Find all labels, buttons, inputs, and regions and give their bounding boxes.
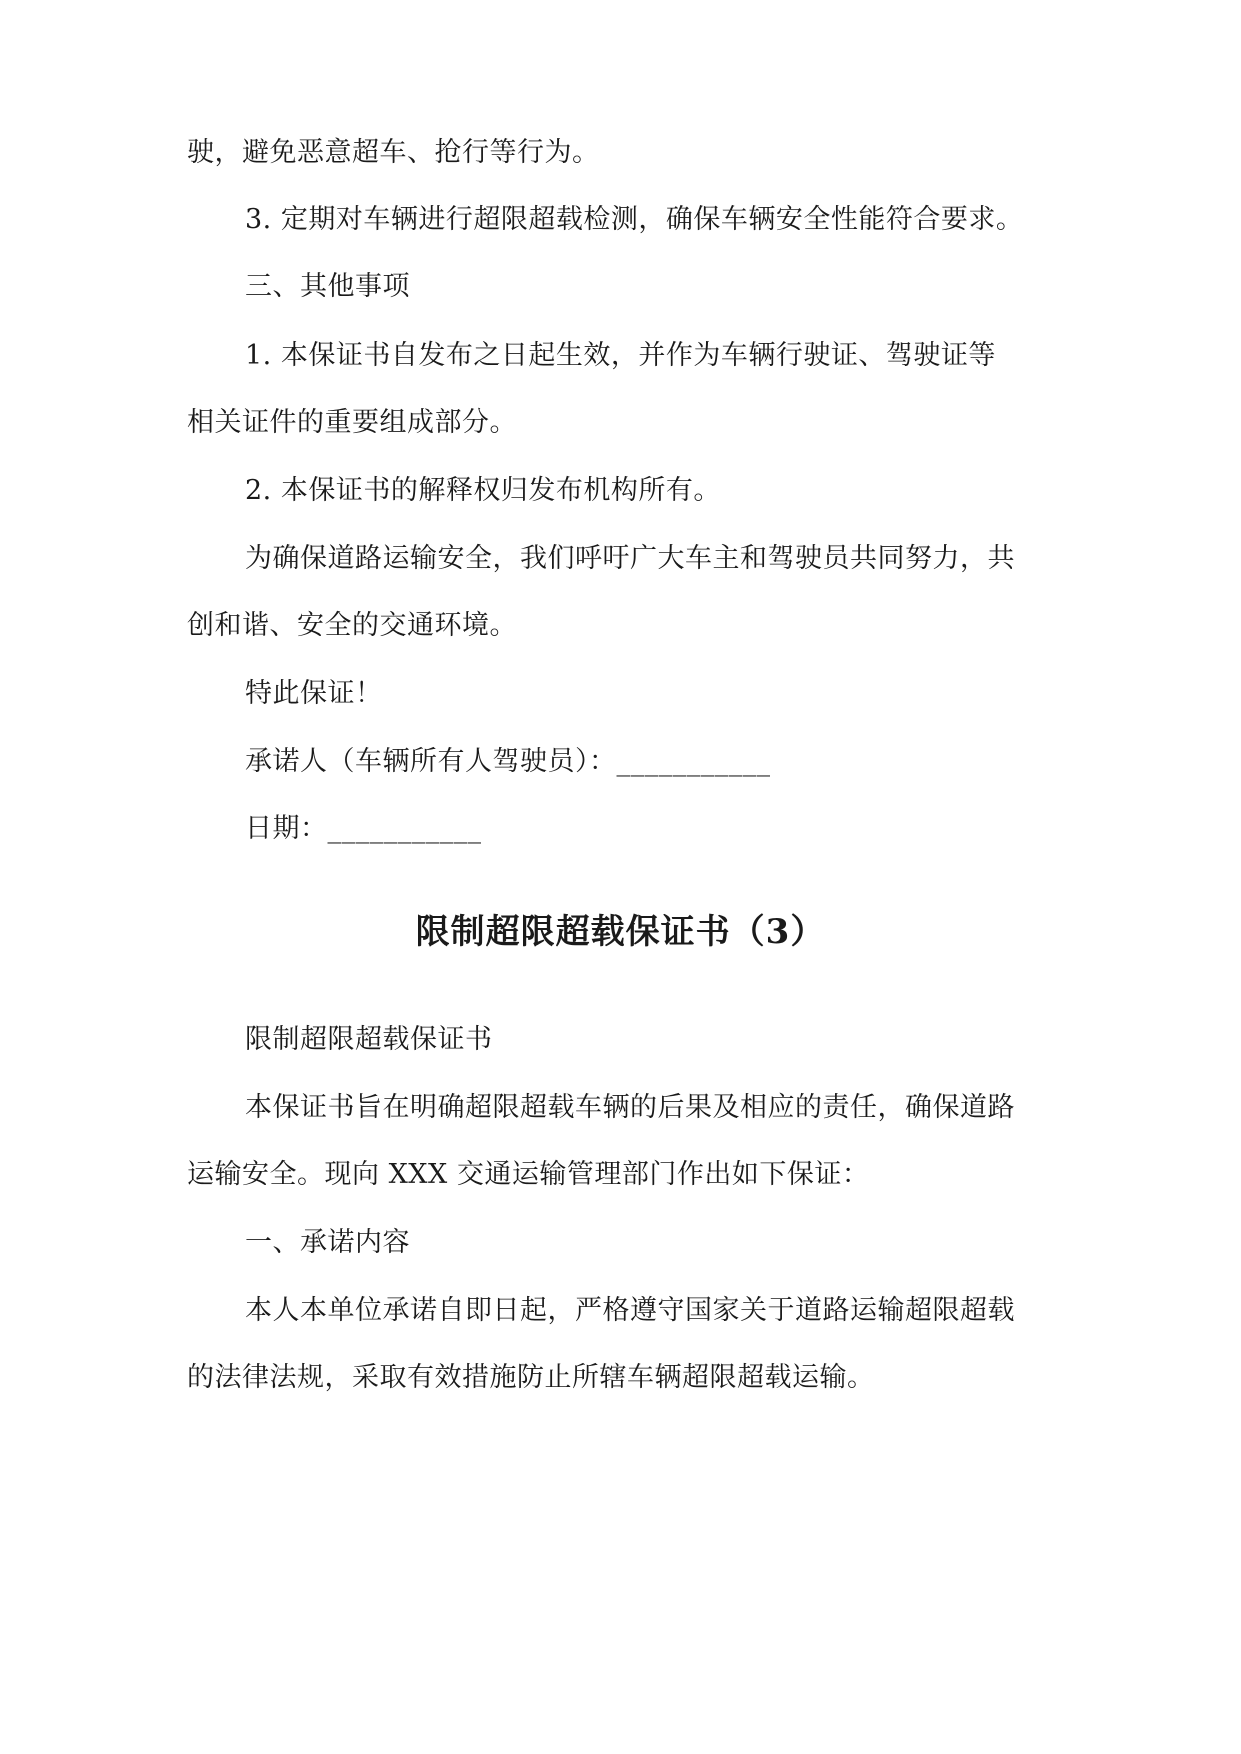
promisor-signature-line: 承诺人（车辆所有人驾驶员）：___________ (245, 746, 771, 777)
commitment-line-1: 本人本单位承诺自即日起，严格遵守国家关于道路运输超限超载 (245, 1295, 1015, 1326)
section-heading-other: 三、其他事项 (245, 271, 410, 302)
closing-line-2: 创和谐、安全的交通环境。 (187, 610, 517, 641)
closing-line-1: 为确保道路运输安全，我们呼吁广大车主和驾驶员共同努力，共 (245, 543, 1015, 574)
hereby-statement: 特此保证！ (245, 678, 383, 709)
other-item-1-line-1: 1. 本保证书自发布之日起生效，并作为车辆行驶证、驾驶证等 (245, 340, 996, 371)
document-subtitle: 限制超限超载保证书 (245, 1024, 493, 1055)
list-item-3: 3. 定期对车辆进行超限超载检测，确保车辆安全性能符合要求。 (245, 204, 1024, 235)
paragraph-continuation: 驶，避免恶意超车、抢行等行为。 (187, 137, 600, 168)
intro-line-2: 运输安全。现向 XXX 交通运输管理部门作出如下保证： (187, 1159, 870, 1190)
date-line: 日期：___________ (245, 813, 482, 844)
other-item-2: 2. 本保证书的解释权归发布机构所有。 (245, 475, 721, 506)
commitment-line-2: 的法律法规，采取有效措施防止所辖车辆超限超载运输。 (187, 1362, 875, 1393)
intro-line-1: 本保证书旨在明确超限超载车辆的后果及相应的责任，确保道路 (245, 1092, 1015, 1123)
document-title: 限制超限超载保证书（3） (415, 912, 826, 952)
section-heading-commitment: 一、承诺内容 (245, 1227, 410, 1258)
other-item-1-line-2: 相关证件的重要组成部分。 (187, 407, 517, 438)
